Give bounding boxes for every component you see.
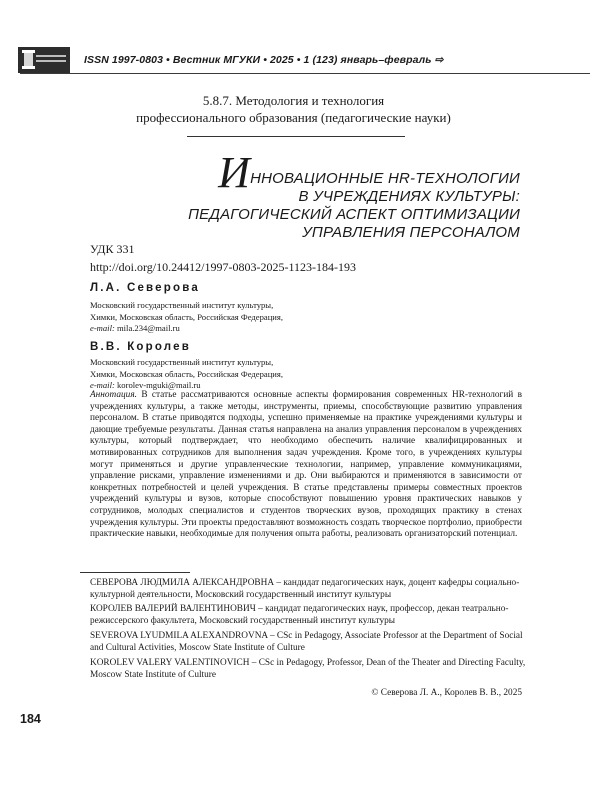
title-line-2: В УЧРЕЖДЕНИЯХ КУЛЬТУРЫ: [298, 188, 520, 205]
author-name: Л.А. Северова [90, 282, 200, 294]
section-heading [80, 92, 507, 126]
author-info-name: SEVEROVA LYUDMILA ALEXANDROVNA [90, 631, 268, 641]
copyright: © Северова Л. А., Королев В. В., 2025 [371, 688, 522, 698]
author-info-text: – CSc in Pedagogy, Professor, Dean of the Theater and Directing Faculty, Moscow State Institute of Culture [90, 658, 526, 681]
header-divider [20, 73, 590, 74]
author-info-divider [80, 572, 190, 573]
title-dropcap: И [218, 148, 251, 197]
article-title [160, 148, 520, 242]
author-info-name: КОРОЛЕВ ВАЛЕРИЙ ВАЛЕНТИНОВИЧ [90, 604, 256, 614]
author-info-entry [90, 577, 530, 601]
udk-code: УДК 331 [90, 242, 135, 256]
author-info-entry [90, 657, 530, 681]
author-info-text: – CSc in Pedagogy, Associate Professor at the Department of Social and Cultural Activities, Moscow State Institute of Culture [90, 631, 523, 654]
email-label: e-mail: [90, 380, 115, 390]
abstract-text: В статье рассматриваются основные аспекты формирования современных HR-технологий в учреждениях культуры, а также методы, инструменты, приемы, способствующие развитию управления персоналом. В статье приводятся подходы, успешно применяемые на практике учреждениями культуры и дающие требуемые результаты. Данная статья направлена на анализ управления персоналом в учреждениях культуры, который подтверждает, что необходимо обеспечить наличие квалифицированных и мотивированных сотрудников для выполнения задач учреждения. Кроме того, в учреждениях культуры могут применяться и другие управленческие технологии, например, управление коммуникациями, управление рисками, управление изменениями и др. Они выбираются и применяются в зависимости от конкретных потребностей и целей учреждения. В статье представлены примеры совместных проектов учреждений культуры и вузов, которые способствуют повышению уровня практических навыков у сотрудников, молодых специалистов и студентов творческих вузов, проходящих практику в стенах учреждения культуры. Эти проекты предоставляют возможность создать творческое портфолио, приобрести практические навыки, необходимые для получения опыта работы, реализовать организаторский потенциал. [90, 390, 522, 540]
author-email[interactable]: mila.234@mail.ru [116, 323, 180, 333]
author-info-name: KOROLEV VALERY VALENTINOVICH [90, 658, 250, 668]
section-line-1: 5.8.7. Методология и технология [202, 93, 385, 108]
title-line-4: УПРАВЛЕНИЯ ПЕРСОНАЛОМ [302, 224, 520, 241]
affiliation-line: Химки, Московская область, Российская Федерация, [90, 311, 283, 322]
abstract [90, 390, 522, 541]
running-head: ISSN 1997-0803 • Вестник МГУКИ • 2025 • 1 (123) январь–февраль ⇨ [84, 54, 444, 66]
section-divider [187, 136, 405, 137]
affiliation-line: Химки, Московская область, Российская Федерация, [90, 368, 283, 379]
author-email[interactable]: korolev-mguki@mail.ru [116, 380, 201, 390]
page-number: 184 [20, 712, 41, 726]
author-affiliation [90, 357, 420, 392]
doi-link[interactable]: http://doi.org/10.24412/1997-0803-2025-1123-184-193 [90, 260, 356, 274]
author-affiliation [90, 300, 420, 335]
author-info-entry [90, 603, 530, 627]
author-info-text: – кандидат педагогических наук, профессор, декан театрально-режиссерского факультета, Московский государственный институт культуры [90, 604, 509, 627]
author-info-name: СЕВЕРОВА ЛЮДМИЛА АЛЕКСАНДРОВНА [90, 578, 275, 588]
author-name: В.В. Королев [90, 341, 192, 353]
journal-logo-icon [18, 47, 70, 73]
title-line-1: ННОВАЦИОННЫЕ HR-ТЕХНОЛОГИИ [250, 170, 520, 187]
title-line-3: ПЕДАГОГИЧЕСКИЙ АСПЕКТ ОПТИМИЗАЦИИ [188, 206, 520, 223]
abstract-label: Аннотация. [90, 390, 137, 400]
author-info-entry [90, 630, 530, 654]
affiliation-line: Московский государственный институт культуры, [90, 300, 274, 310]
section-line-2: профессионального образования (педагогические науки) [136, 110, 451, 125]
email-label: e-mail: [90, 323, 115, 333]
author-info-text: – кандидат педагогических наук, доцент кафедры социально-культурной деятельности, Московский государственный институт культуры [90, 578, 520, 601]
affiliation-line: Московский государственный институт культуры, [90, 357, 274, 367]
